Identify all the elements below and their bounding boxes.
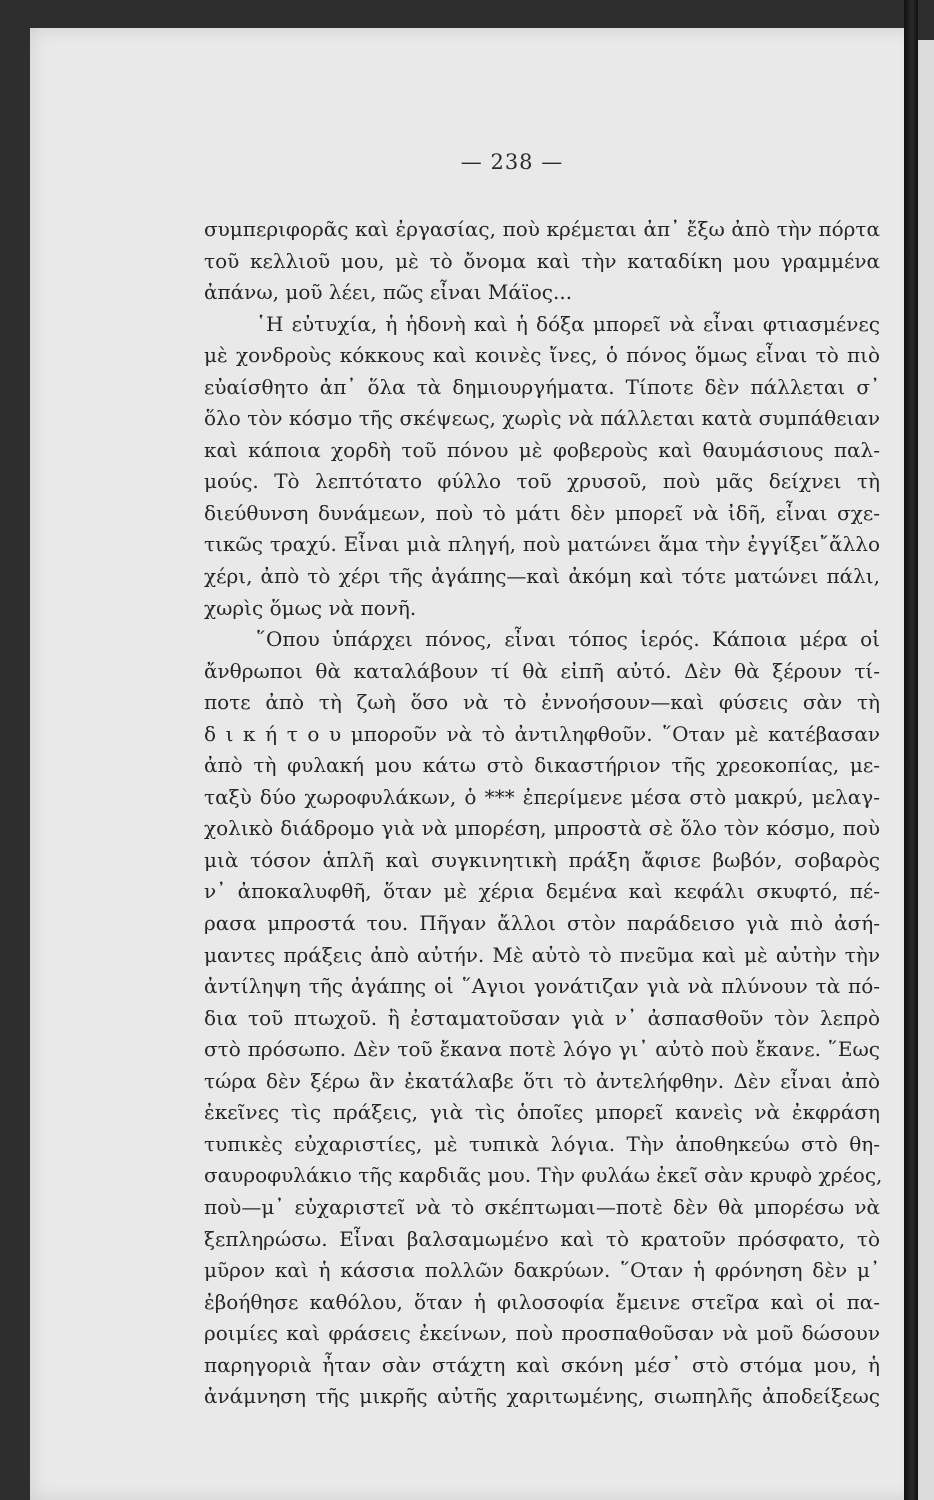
text-line: τώρα δὲν ξέρω ἂν ἐκατάλαβε ὅτι τὸ ἀντελήφθην. Δὲν εἶναι ἀπὸ [204, 1068, 880, 1093]
text-line: διεύθυνση δυνάμεων, ποὺ τὸ μάτι δὲν μπορεῖ νὰ ἰδῆ, εἶναι σχε- [204, 500, 880, 525]
text-line: ὅλο τὸν κόσμο τῆς σκέψεως, χωρὶς νὰ πάλλεται κατὰ συμπάθειαν [204, 406, 880, 431]
adjacent-page-edge [918, 40, 934, 1500]
text-line: τυπικὲς εὐχαριστίες, μὲ τυπικὰ λόγια. Τὴν ἀποθηκεύω στὸ θη- [204, 1131, 880, 1156]
text-line: ῾Η εὐτυχία, ἡ ἡδονὴ καὶ ἡ δόξα μπορεῖ νὰ εἶναι φτιασμένες [256, 311, 880, 336]
text-line: σαυροφυλάκιο τῆς καρδιᾶς μου. Τὴν φυλάω ἐκεῖ σὰν κρυφὸ χρέος, [204, 1163, 883, 1188]
text-line: ἀνάμνηση τῆς μικρῆς αὐτῆς χαριτωμένης, σιωπηλῆς ἀποδείξεως [204, 1384, 880, 1409]
text-line: δ ι κ ή τ ο υ μποροῦν νὰ τὸ ἀντιληφθοῦν. ῞Οταν μὲ κατέβασαν [204, 721, 880, 746]
text-line: μούς. Τὸ λεπτότατο φύλλο τοῦ χρυσοῦ, ποὺ μᾶς δείχνει τὴ [204, 469, 880, 494]
text-line: χολικὸ διάδρομο γιὰ νὰ μπορέση, μπροστὰ σὲ ὅλο τὸν κόσμο, ποὺ [204, 816, 880, 841]
text-line: ταξὺ δύο χωροφυλάκων, ὁ *** ἐπερίμενε μέσα στὸ μακρύ, μελαγ- [204, 784, 880, 809]
text-line: παρηγοριὰ ἦταν σὰν στάχτη καὶ σκόνη μέσ᾽ στὸ στόμα μου, ἡ [204, 1352, 880, 1377]
text-line: στὸ πρόσωπο. Δὲν τοῦ ἔκανα ποτὲ λόγο γι᾽ αὐτὸ ποὺ ἔκανε. ῞Εως [204, 1037, 880, 1062]
text-line: ρασα μπροστά του. Πῆγαν ἄλλοι στὸν παράδεισο γιὰ πιὸ ἀσή- [204, 911, 880, 936]
text-line: ἀντίληψη τῆς ἀγάπης οἱ ῞Αγιοι γονάτιζαν γιὰ νὰ πλύνουν τὰ πό- [204, 974, 880, 999]
text-line: ξεπληρώσω. Εἶναι βαλσαμωμένο καὶ τὸ κρατοῦν πρόσφατο, τὸ [204, 1226, 880, 1251]
text-line: ἀπὸ τὴ φυλακή μου κάτω στὸ δικαστήριον τῆς χρεοκοπίας, με- [204, 753, 880, 778]
text-line: ν᾽ ἀποκαλυφθῆ, ὅταν μὲ χέρια δεμένα καὶ κεφάλι σκυφτό, πέ- [204, 879, 880, 904]
text-line: ῞Οπου ὑπάρχει πόνος, εἶναι τόπος ἱερός. Κάποια μέρα οἱ [256, 627, 880, 652]
text-line: μαντες πράξεις ἀπὸ αὐτήν. Μὲ αὐτὸ τὸ πνεῦμα καὶ μὲ αὐτὴν τὴν [204, 942, 880, 967]
text-line: χέρι, ἀπὸ τὸ χέρι τῆς ἀγάπης—καὶ ἀκόμη καὶ τότε ματώνει πάλι, [204, 564, 880, 589]
text-line: ποτε ἀπὸ τὴ ζωὴ ὅσο νὰ τὸ ἐννοήσουν—καὶ φύσεις σὰν τὴ [204, 690, 880, 715]
text-line: μιὰ τόσον ἁπλῆ καὶ συγκινητικὴ πράξη ἄφισε βωβόν, σοβαρὸς [204, 847, 880, 872]
text-line: δια τοῦ πτωχοῦ. ἢ ἐσταματοῦσαν γιὰ ν᾽ ἀσπασθοῦν τὸν λεπρὸ [204, 1005, 880, 1030]
text-line: μῦρον καὶ ἡ κάσσια πολλῶν δακρύων. ῞Οταν ἡ φρόνηση δὲν μ᾽ [204, 1258, 880, 1283]
text-line: συμπεριφορᾶς καὶ ἐργασίας, ποὺ κρέμεται ἀπ᾽ ἔξω ἀπὸ τὴν πόρτα [204, 217, 880, 241]
text-line: ροιμίες καὶ φράσεις ἐκείνων, ποὺ προσπαθοῦσαν νὰ μοῦ δώσουν [204, 1321, 880, 1346]
text-line: μὲ χονδροὺς κόκκους καὶ κοινὲς ἴνες, ὁ πόνος ὅμως εἶναι τὸ πιὸ [204, 343, 880, 368]
text-line: εὐαίσθητο ἀπ᾽ ὅλα τὰ δημιουργήματα. Τίποτε δὲν πάλλεται σ᾽ [204, 374, 880, 399]
body-text [204, 214, 883, 1413]
text-line: τοῦ κελλιοῦ μου, μὲ τὸ ὄνομα καὶ τὴν καταδίκη μου γραμμένα [204, 248, 880, 273]
text-line: ποὺ—μ᾽ εὐχαριστεῖ νὰ τὸ σκέπτωμαι—ποτὲ δὲν θὰ μπορέσω νὰ [204, 1194, 880, 1219]
text-line: χωρὶς ὅμως νὰ πονῆ. [204, 595, 417, 620]
text-line: ἐβοήθησε καθόλου, ὅταν ἡ φιλοσοφία ἔμεινε στεῖρα καὶ οἱ πα- [204, 1289, 880, 1314]
text-line: ἄνθρωποι θὰ καταλάβουν τί θὰ εἰπῆ αὐτό. Δὲν θὰ ξέρουν τί- [204, 658, 880, 683]
page-number: — 238 — [460, 150, 564, 174]
book-spine [904, 0, 918, 1500]
text-line: ἐκεῖνες τὶς πράξεις, γιὰ τὶς ὁποῖες μπορεῖ κανεὶς νὰ ἐκφράση [204, 1100, 880, 1125]
text-line: ἀπάνω, μοῦ λέει, πῶς εἶναι Μάϊος... [204, 280, 573, 305]
text-line: τικῶς τραχύ. Εἶναι μιὰ πληγή, ποὺ ματώνει ἅμα τὴν ἐγγίξει῎ἄλλο [204, 532, 880, 557]
text-line: καὶ κάποια χορδὴ τοῦ πόνου μὲ φοβεροὺς καὶ θαυμάσιους παλ- [204, 437, 880, 462]
